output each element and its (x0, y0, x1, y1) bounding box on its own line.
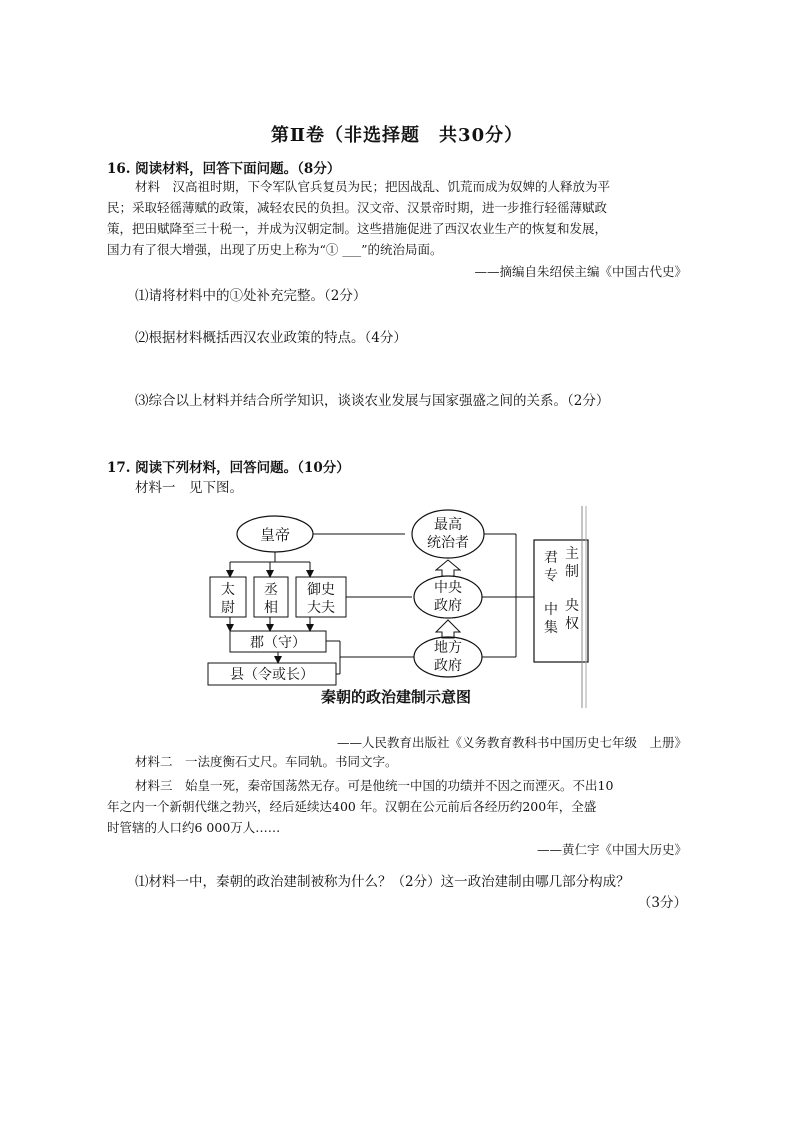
autocracy-box (534, 540, 588, 662)
side-label: 专 (544, 568, 558, 584)
q17-material-3-line: 材料三 始皇一死，秦帝国荡然无存。可是他统一中国的功绩并不因之而湮灭。不出10 (135, 778, 614, 793)
up-arrow-icon (436, 620, 460, 638)
side-label: 君 (544, 550, 558, 566)
qin-political-system-diagram (200, 500, 600, 715)
local-gov-label: 地方 (434, 640, 462, 656)
central-gov-label: 政府 (434, 598, 462, 614)
chengxiang-label: 相 (264, 600, 278, 616)
q16-sub-3: ⑶综合以上材料并结合所学知识，谈谈农业发展与国家强盛之间的关系。（2分） (135, 393, 610, 409)
side-label: 央 (565, 598, 579, 614)
q17-heading: 17. 阅读下列材料，回答问题。（10分） (107, 460, 350, 476)
up-arrow-icon (436, 560, 460, 576)
diagram-caption: 秦朝的政治建制示意图 (320, 688, 472, 706)
top-ruler-label: 统治者 (427, 535, 469, 551)
chengxiang-label: 丞 (264, 582, 278, 598)
q16-source: ——摘编自朱绍侯主编《中国古代史》 (474, 264, 687, 279)
side-label: 制 (565, 564, 579, 580)
q17-material-2: 材料二 一法度衡石丈尺。车同轨。书同文字。 (135, 754, 398, 769)
yushi-label: 御史 (307, 582, 335, 598)
q17-diagram-source: ——人民教育出版社《义务教育教科书中国历史七年级 上册》 (336, 735, 687, 750)
q17-material-3-line: 时管辖的人口约6 000万人…… (107, 820, 281, 835)
q16-sub-1: ⑴请将材料中的①处补充完整。（2分） (135, 288, 367, 304)
q17-material-3-source: ——黄仁宇《中国大历史》 (536, 842, 687, 857)
xian-label: 县（令或长） (230, 667, 314, 683)
jun-label: 郡（守） (250, 635, 306, 651)
central-gov-label: 中央 (434, 580, 462, 596)
section-title: 第Ⅱ卷（非选择题 共30分） (270, 125, 524, 146)
q17-sub-1: ⑴材料一中，秦朝的政治建制被称为什么？（2分）这一政治建制由哪几部分构成？ (135, 874, 630, 890)
taiwei-label: 太 (221, 582, 235, 598)
q16-material-line: 策，把田赋降至三十税一，并成为汉朝定制。这些措施促进了西汉农业生产的恢复和发展， (107, 221, 608, 236)
taiwei-label: 尉 (221, 600, 235, 616)
q16-sub-2: ⑵根据材料概括西汉农业政策的特点。（4分） (135, 330, 407, 346)
side-label: 权 (565, 616, 579, 632)
yushi-label: 大夫 (307, 600, 335, 616)
top-ruler-label: 最高 (434, 517, 462, 533)
q17-material-3-line: 年之内一个新朝代继之勃兴，经后延续达400 年。汉朝在公元前后各经历约200年，全盛 (107, 799, 597, 814)
q16-heading: 16. 阅读材料，回答下面问题。（8分） (107, 161, 341, 177)
side-label: 集 (544, 620, 558, 636)
q16-material-line: 民；采取轻徭薄赋的政策，减轻农民的负担。汉文帝、汉景帝时期，进一步推行轻徭薄赋政 (107, 200, 608, 215)
q17-sub-1-score: （3分） (637, 895, 687, 911)
q16-material-line: 国力有了很大增强，出现了历史上称为“① ___”的统治局面。 (107, 242, 443, 257)
q17-material-1: 材料一 见下图。 (135, 480, 243, 496)
side-label: 中 (544, 602, 558, 618)
q16-material-line: 材料 汉高祖时期，下令军队官兵复员为民；把因战乱、饥荒而成为奴婢的人释放为平 (135, 179, 611, 194)
local-gov-label: 政府 (434, 658, 462, 674)
side-label: 主 (565, 546, 579, 562)
emperor-label: 皇帝 (259, 526, 291, 544)
